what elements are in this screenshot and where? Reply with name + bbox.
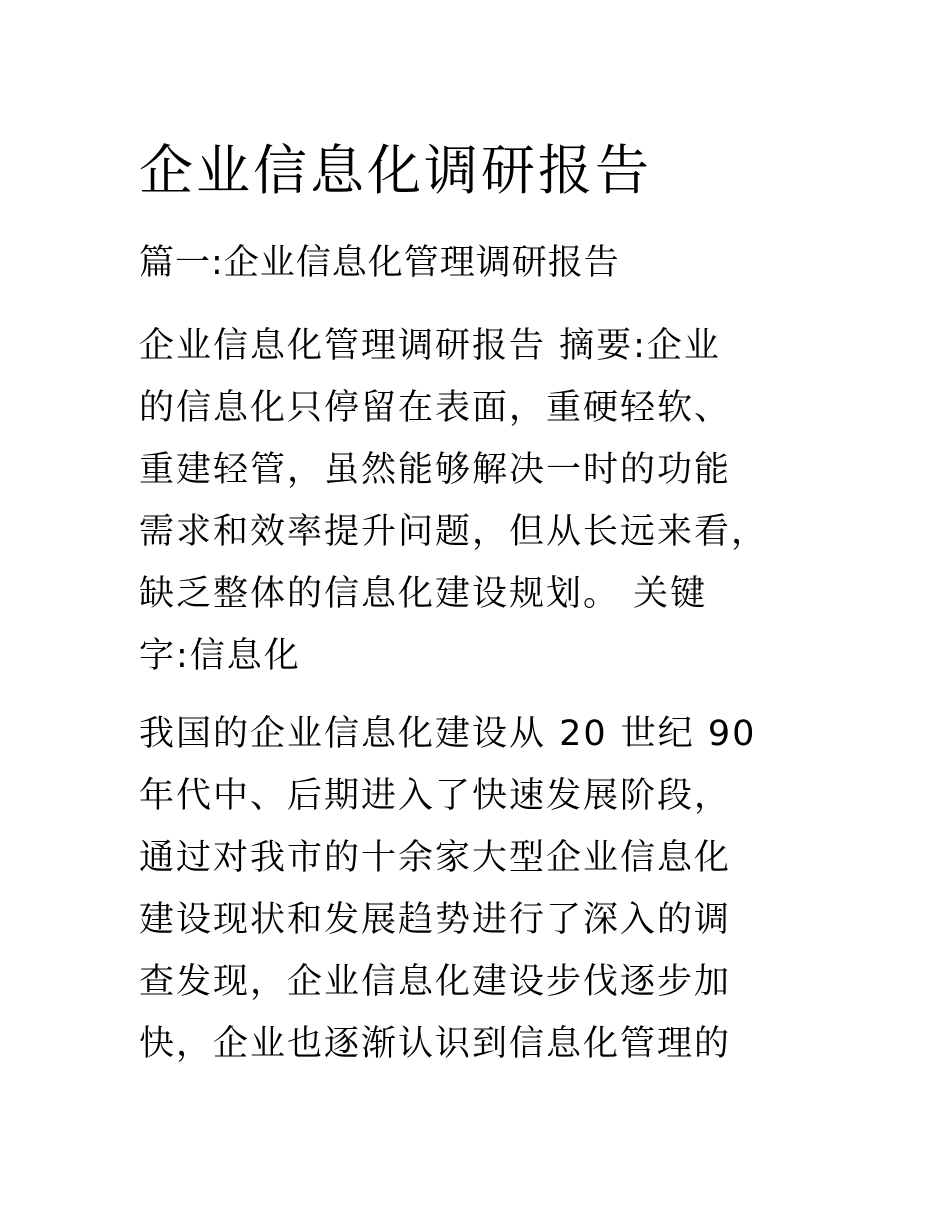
paragraph-line: 企业信息化管理调研报告 摘要:企业 [139, 326, 721, 366]
document-title: 企业信息化调研报告 [139, 139, 652, 202]
abstract-paragraph [139, 315, 768, 687]
paragraph-line: 需求和效率提升问题，但从长远来看， [139, 512, 769, 552]
paragraph-line: 重建轻管，虽然能够解决一时的功能 [139, 450, 732, 490]
paragraph-line: 查发现，企业信息化建设步伐逐步加 [139, 962, 732, 1002]
paragraph-line: 年代中、后期进入了快速发展阶段， [139, 776, 732, 816]
paragraph-line: 的信息化只停留在表面，重硬轻软、 [139, 388, 732, 428]
paragraph-line: 字:信息化 [139, 636, 301, 676]
paragraph-line: 建设现状和发展趋势进行了深入的调 [139, 900, 732, 940]
body-paragraph [139, 703, 756, 1075]
paragraph-line: 快，企业也逐渐认识到信息化管理的 [139, 1024, 732, 1064]
paragraph-line: 我国的企业信息化建设从 20 世纪 90 [139, 714, 757, 754]
document-subtitle: 篇一:企业信息化管理调研报告 [139, 243, 620, 283]
paragraph-line: 通过对我市的十余家大型企业信息化 [139, 838, 732, 878]
paragraph-line: 缺乏整体的信息化建设规划。 关键 [139, 574, 708, 614]
